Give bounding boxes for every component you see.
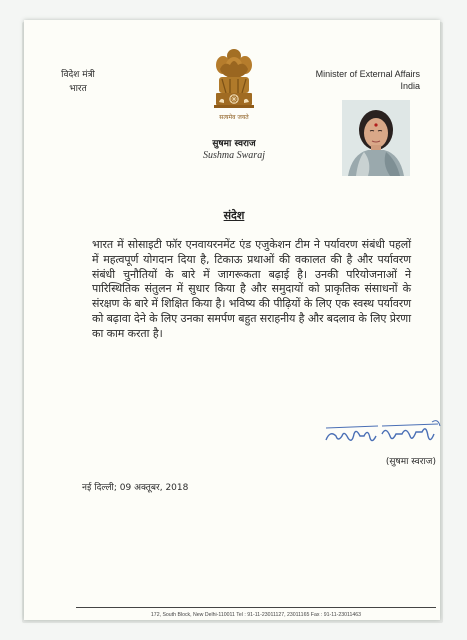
letter-page — [24, 20, 440, 620]
right-title — [280, 68, 420, 92]
national-emblem-icon — [210, 47, 258, 129]
signatory-name: (सुषमा स्वराज) — [385, 457, 436, 467]
left-title-line2: भारत — [69, 84, 87, 94]
left-title-line1: विदेश मंत्री — [61, 70, 95, 80]
right-title-line2: India — [400, 81, 420, 91]
minister-photo — [342, 100, 410, 176]
footer-address: 172, South Block, New Delhi-110011 Tel : 91-11-23011127, 23011165 Fax : 91-11-23011463 — [150, 612, 362, 618]
handwritten-signature — [322, 414, 442, 454]
letter-body: भारत में सोसाइटी फॉर एनवायरनमेंट एंड एजुकेशन टीम ने पर्यावरण संबंधी पहलों में महत्वपूर्ण योगदान दिया है, टिकाऊ प्रथाओं की वकालत की है और पर्यावरण संबंधी चुनौतियों के बारे में जागरूकता बढ़ाई है। उनकी परियोजनाओं ने पारिस्थितिक संतुलन में सुधार किया है और समुदायों को प्राकृतिक संसाधनों के संरक्षण के बारे में शिक्षित किया है। भविष्य की पीढ़ियों के लिए एक स्वस्थ पर्यावरण को बढ़ावा देने के लिए उनका समर्पण बहुत सराहनीय है और बदलाव के लिए प्रेरणा का काम करता है। — [92, 238, 411, 340]
letter-subject: संदेश — [223, 209, 245, 222]
emblem-motto: सत्यमेव जयते — [219, 114, 249, 121]
footer-divider — [76, 607, 436, 608]
minister-name-english: Sushma Swaraj — [203, 150, 265, 161]
place-and-date: नई दिल्ली; 09 अक्तूबर, 2018 — [82, 483, 189, 493]
right-title-line1: Minister of External Affairs — [315, 69, 420, 79]
minister-name-hindi: सुषमा स्वराज — [212, 139, 256, 149]
left-title — [48, 68, 108, 96]
